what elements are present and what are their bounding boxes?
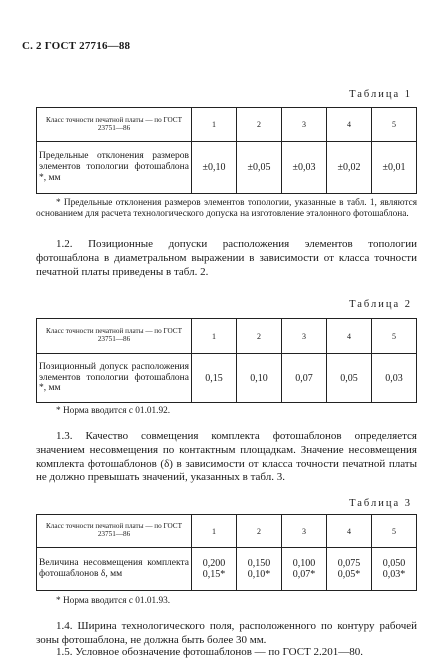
table2-value-4: 0,05 bbox=[327, 354, 372, 403]
table1-class-1: 1 bbox=[192, 108, 237, 142]
table2-value-5: 0,03 bbox=[372, 354, 417, 403]
table3-value-3 bbox=[282, 548, 327, 591]
table1-title: Таблица 1 bbox=[349, 89, 412, 100]
table1-value-5: ±0,01 bbox=[372, 142, 417, 194]
table2-title: Таблица 2 bbox=[349, 299, 412, 310]
table3-head-label: Класс точности печатной платы — по ГОСТ 23751—86 bbox=[37, 515, 192, 548]
table1-value-3: ±0,03 bbox=[282, 142, 327, 194]
table1-value-4: ±0,02 bbox=[327, 142, 372, 194]
table3-value-5-top: 0,050 bbox=[382, 557, 406, 569]
table3-value-1-top: 0,200 bbox=[202, 557, 226, 569]
table1-class-3: 3 bbox=[282, 108, 327, 142]
table1-head-label: Класс точности печатной платы — по ГОСТ 23751—86 bbox=[37, 108, 192, 142]
table3-class-3: 3 bbox=[282, 515, 327, 548]
table2 bbox=[36, 318, 417, 403]
table3-value-3-bottom: 0,07* bbox=[292, 569, 316, 580]
table2-head-label: Класс точности печатной платы — по ГОСТ 23751—86 bbox=[37, 319, 192, 354]
table1-note: * Предельные отклонения размеров элементов топологии, указанные в табл. 1, являются основанием для расчета технологического допуска на изготовление эталонного фотошаблона. bbox=[36, 198, 417, 220]
table2-value-2: 0,10 bbox=[237, 354, 282, 403]
paragraph-1-3: 1.3. Качество совмещения комплекта фотошаблонов определяется значением несовмещения по контактным площадкам. Значение несовмещения комплекта фотошаблонов (δ) в зависимости от класса точности печатной платы не должно превышать значений, указанных в табл. 3. bbox=[36, 430, 417, 484]
paragraph-1-4: 1.4. Ширина технологического поля, расположенного по контуру рабочей зоны фотошаблона, не должна быть более 30 мм. bbox=[36, 620, 417, 646]
table3-value-4-bottom: 0,05* bbox=[337, 569, 361, 580]
table3-note: * Норма вводится с 01.01.93. bbox=[56, 596, 171, 606]
table3-value-5-bottom: 0,03* bbox=[382, 569, 406, 580]
table3-class-5: 5 bbox=[372, 515, 417, 548]
table3-value-1 bbox=[192, 548, 237, 591]
table3-value-4 bbox=[327, 548, 372, 591]
table3-class-4: 4 bbox=[327, 515, 372, 548]
table3-row-label: Величина несовмещения комплекта фотошаблонов δ, мм bbox=[37, 548, 192, 591]
table1-class-4: 4 bbox=[327, 108, 372, 142]
table2-class-5: 5 bbox=[372, 319, 417, 354]
table3-class-1: 1 bbox=[192, 515, 237, 548]
table1-class-2: 2 bbox=[237, 108, 282, 142]
table3-value-2-top: 0,150 bbox=[247, 557, 271, 569]
table2-data-row bbox=[37, 354, 417, 403]
table2-value-1: 0,15 bbox=[192, 354, 237, 403]
table2-note: * Норма вводится с 01.01.92. bbox=[56, 406, 171, 416]
table3-value-4-top: 0,075 bbox=[337, 557, 361, 569]
table1-value-2: ±0,05 bbox=[237, 142, 282, 194]
table1-data-row bbox=[37, 142, 417, 194]
table3-value-5 bbox=[372, 548, 417, 591]
table2-header-row bbox=[37, 319, 417, 354]
paragraph-1-2: 1.2. Позиционные допуски расположения элементов топологии фотошаблона в диаметральном выражении в зависимости от класса точности печатной платы приведены в табл. 2. bbox=[36, 238, 417, 278]
table1-header-row bbox=[37, 108, 417, 142]
table2-class-3: 3 bbox=[282, 319, 327, 354]
table3-data-row bbox=[37, 548, 417, 591]
table1-row-label: Предельные отклонения размеров элементов топологии фотошаблона *, мм bbox=[37, 142, 192, 194]
table3-value-2-bottom: 0,10* bbox=[247, 569, 271, 580]
table2-value-3: 0,07 bbox=[282, 354, 327, 403]
table1-value-1: ±0,10 bbox=[192, 142, 237, 194]
table1 bbox=[36, 107, 417, 194]
table1-class-5: 5 bbox=[372, 108, 417, 142]
table3-value-1-bottom: 0,15* bbox=[202, 569, 226, 580]
table2-class-4: 4 bbox=[327, 319, 372, 354]
table3-value-2 bbox=[237, 548, 282, 591]
table2-row-label: Позиционный допуск расположения элементов топологии фотошаблона *, мм bbox=[37, 354, 192, 403]
table2-class-2: 2 bbox=[237, 319, 282, 354]
table3-title: Таблица 3 bbox=[349, 498, 412, 509]
table3-value-3-top: 0,100 bbox=[292, 557, 316, 569]
table3-header-row bbox=[37, 515, 417, 548]
paragraph-1-5: 1.5. Условное обозначение фотошаблонов — по ГОСТ 2.201—80. bbox=[56, 646, 364, 658]
table3-class-2: 2 bbox=[237, 515, 282, 548]
table3 bbox=[36, 514, 417, 591]
table2-class-1: 1 bbox=[192, 319, 237, 354]
page-header: С. 2 ГОСТ 27716—88 bbox=[22, 40, 131, 52]
